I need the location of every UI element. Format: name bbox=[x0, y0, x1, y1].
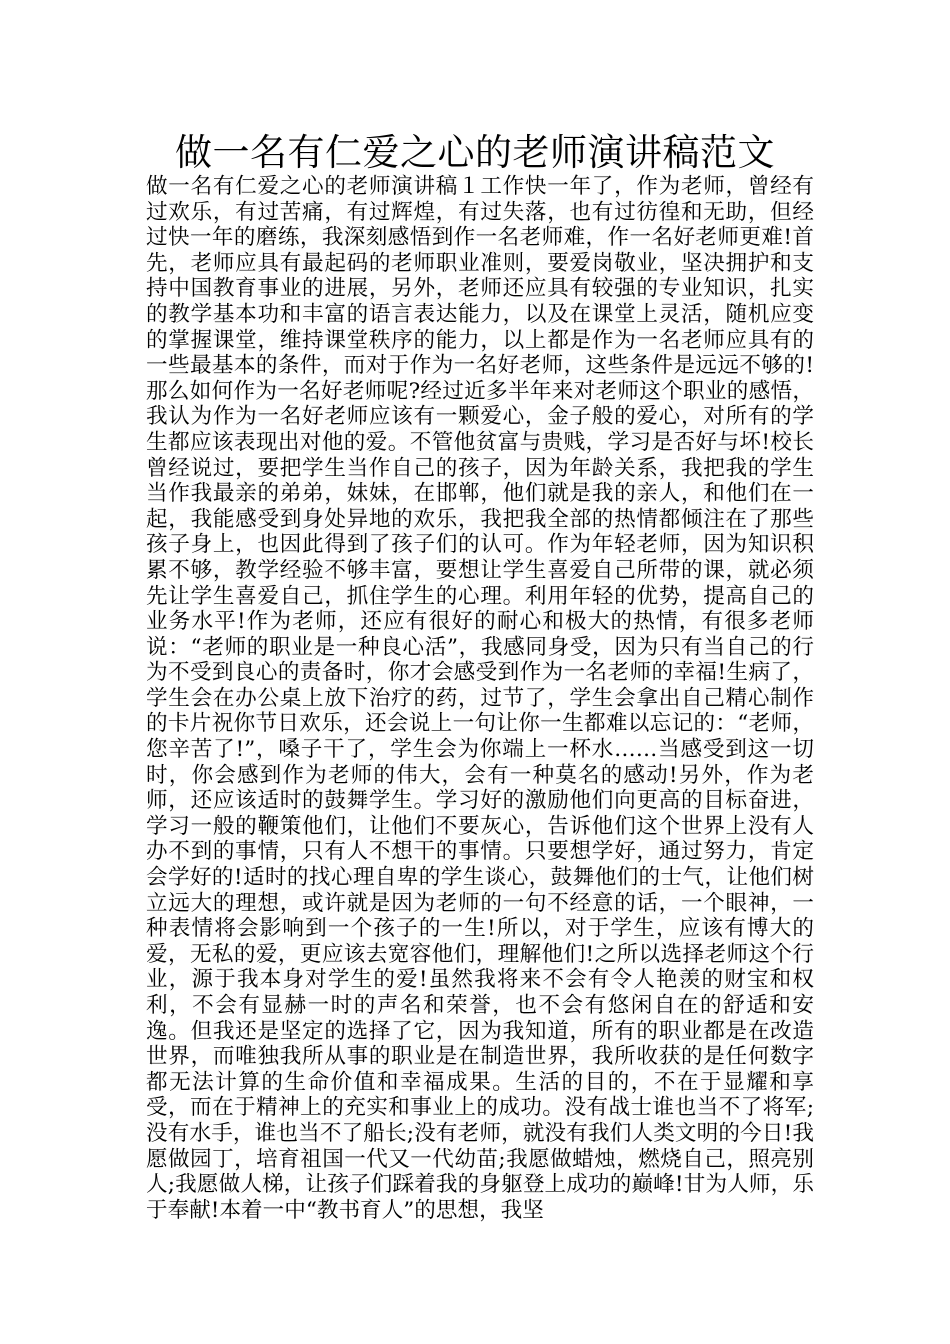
document-title: 做一名有仁爱之心的老师演讲稿范文 bbox=[175, 131, 775, 174]
document-body: 做一名有仁爱之心的老师演讲稿１工作快一年了，作为老师，曾经有过欢乐，有过苦痛，有过辉煌，有过失落，也有过彷徨和无助，但经过快一年的磨练，我深刻感悟到作一名老师难，作一名好老师更难!首先，老师应具有最起码的老师职业准则，要爱岗敬业，坚决拥护和支持中国教育事业的进展，另外，老师还应具有较强的专业知识，扎实的教学基本功和丰富的语言表达能力，以及在课堂上灵活，随机应变的掌握课堂，维持课堂秩序的能力，以上都是作为一名老师应具有的一些最基本的条件，而对于作为一名好老师，这些条件是远远不够的!那么如何作为一名好老师呢?经过近多半年来对老师这个职业的感悟，我认为作为一名好老师应该有一颗爱心，金子般的爱心，对所有的学生都应该表现出对他的爱。不管他贫富与贵贱，学习是否好与坏!校长曾经说过，要把学生当作自己的孩子，因为年龄关系，我把我的学生当作我最亲的弟弟，妹妹，在邯郸，他们就是我的亲人，和他们在一起，我能感受到身处异地的欢乐，我把我全部的热情都倾注在了那些孩子身上，也因此得到了孩子们的认可。作为年轻老师，因为知识积累不够，教学经验不够丰富，要想让学生喜爱自己所带的课，就必须先让学生喜爱自己，抓住学生的心理。利用年轻的优势，提高自己的业务水平!作为老师，还应有很好的耐心和极大的热情，有很多老师说：“老师的职业是一种良心活”，我感同身受，因为只有当自己的行为不受到良心的责备时，你才会感受到作为一名老师的幸福!生病了，学生会在办公桌上放下治疗的药，过节了，学生会拿出自己精心制作的卡片祝你节日欢乐，还会说上一句让你一生都难以忘记的：“老师，您辛苦了!”，嗓子干了，学生会为你端上一杯水……当感受到这一切时，你会感到作为老师的伟大，会有一种莫名的感动!另外，作为老师，还应该适时的鼓舞学生。学习好的激励他们向更高的目标奋进，学习一般的鞭策他们，让他们不要灰心，告诉他们这个世界上没有人办不到的事情，只有人不想干的事情。只要想学好，通过努力，肯定会学好的!适时的找心理自卑的学生谈心，鼓舞他们的士气，让他们树立远大的理想，或许就是因为老师的一句不经意的话，一个眼神，一种表情将会影响到一个孩子的一生!所以，对于学生，应该有博大的爱，无私的爱，更应该去宽容他们，理解他们!之所以选择老师这个行业，源于我本身对学生的爱!虽然我将来不会有令人艳羡的财宝和权利，不会有显赫一时的声名和荣誉，也不会有悠闲自在的舒适和安逸。但我还是坚定的选择了它，因为我知道，所有的职业都是在改造世界，而唯独我所从事的职业是在制造世界，我所收获的是任何数字都无法计算的生命价值和幸福成果。生活的目的，不在于显耀和享受，而在于精神上的充实和事业上的成功。没有战士谁也当不了将军;没有水手，谁也当不了船长;没有老师，就没有我们人类文明的今日!我愿做园丁，培育祖国一代又一代幼苗;我愿做蜡烛，燃烧自己，照亮别人;我愿做人梯，让孩子们踩着我的身躯登上成功的巅峰!甘为人师，乐于奉献!本着一中“教书育人”的思想，我坚 bbox=[146, 174, 814, 1223]
